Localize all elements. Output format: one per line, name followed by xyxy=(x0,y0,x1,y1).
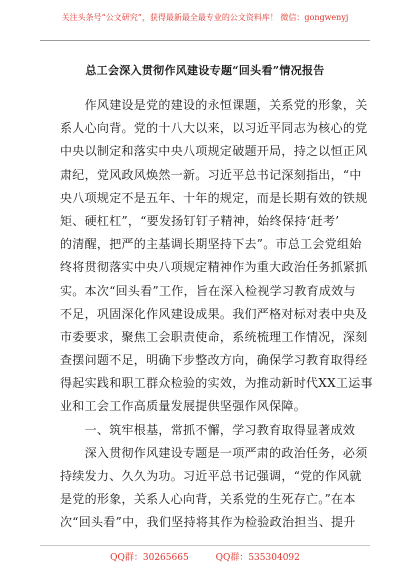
body-line: 央八项规定不是五年、十年的规定，而是长期有效的铁规 xyxy=(60,190,368,205)
body-line: 终将贯彻落实中央八项规定精神作为重大政治任务抓紧抓 xyxy=(60,260,368,275)
document-title: 总工会深入贯彻作风建设专题“回头看”情况报告 xyxy=(85,64,325,77)
body-line: 查摆问题不足，明确下步整改方向，确保学习教育取得经 xyxy=(60,353,368,368)
body-line: 中央以制定和落实中央八项规定破题开局，持之以恒正风 xyxy=(60,144,368,159)
body-line: 不足，巩固深化作风建设成果。我们严格对标对表中央及 xyxy=(60,306,368,321)
body-line: 得起实践和职工群众检验的实效，为推动新时代XX工运事 xyxy=(60,376,373,391)
body-line: 矩、硬杠杠”，“要发扬钉钉子精神，始终保持‘赶考’ xyxy=(60,213,340,228)
document-body xyxy=(60,94,373,535)
section-heading: 一、筑牢根基，常抓不懈，学习教育取得显著成效 xyxy=(60,422,356,437)
footer-qq-group-2: QQ群：535304092 xyxy=(215,553,300,563)
body-line: 作风建设是党的建设的永恒课题，关系党的形象，关 xyxy=(60,98,368,112)
body-line: 深入贯彻作风建设专题是一项严肃的政治任务，必须 xyxy=(60,445,368,460)
body-line: 实。本次“回头看”工作，旨在深入检视学习教育成效与 xyxy=(60,283,356,298)
body-line: 肃纪，党风政风焕然一新。习近平总书记深刻指出，“中 xyxy=(60,167,362,182)
footer xyxy=(40,550,370,563)
footer-divider xyxy=(40,545,370,546)
header-divider xyxy=(40,40,370,41)
body-line: 业和工会工作高质量发展提供坚强作风保障。 xyxy=(60,399,307,414)
body-line: 系人心向背。党的十八大以来，以习近平同志为核心的党 xyxy=(60,121,368,136)
body-line: 市委要求，聚焦工会职责使命，系统梳理工作情况，深刻 xyxy=(60,329,368,344)
body-line: 次“回头看”中，我们坚持将其作为检验政治担当、提升 xyxy=(60,515,356,530)
header-banner: 关注头条号“公文研究”，获得最新最全最专业的公文资料库！ 微信：gongwenyj xyxy=(61,13,349,22)
footer-qq-group-1: QQ群：30265665 xyxy=(110,553,189,563)
body-line: 持续发力、久久为功。习近平总书记强调，“党的作风就 xyxy=(60,469,362,483)
body-line: 是党的形象，关系人心向背，关系党的生死存亡。”在本 xyxy=(60,492,356,507)
body-line: 的清醒，把严的主基调长期坚持下去”。市总工会党组始 xyxy=(60,237,362,252)
